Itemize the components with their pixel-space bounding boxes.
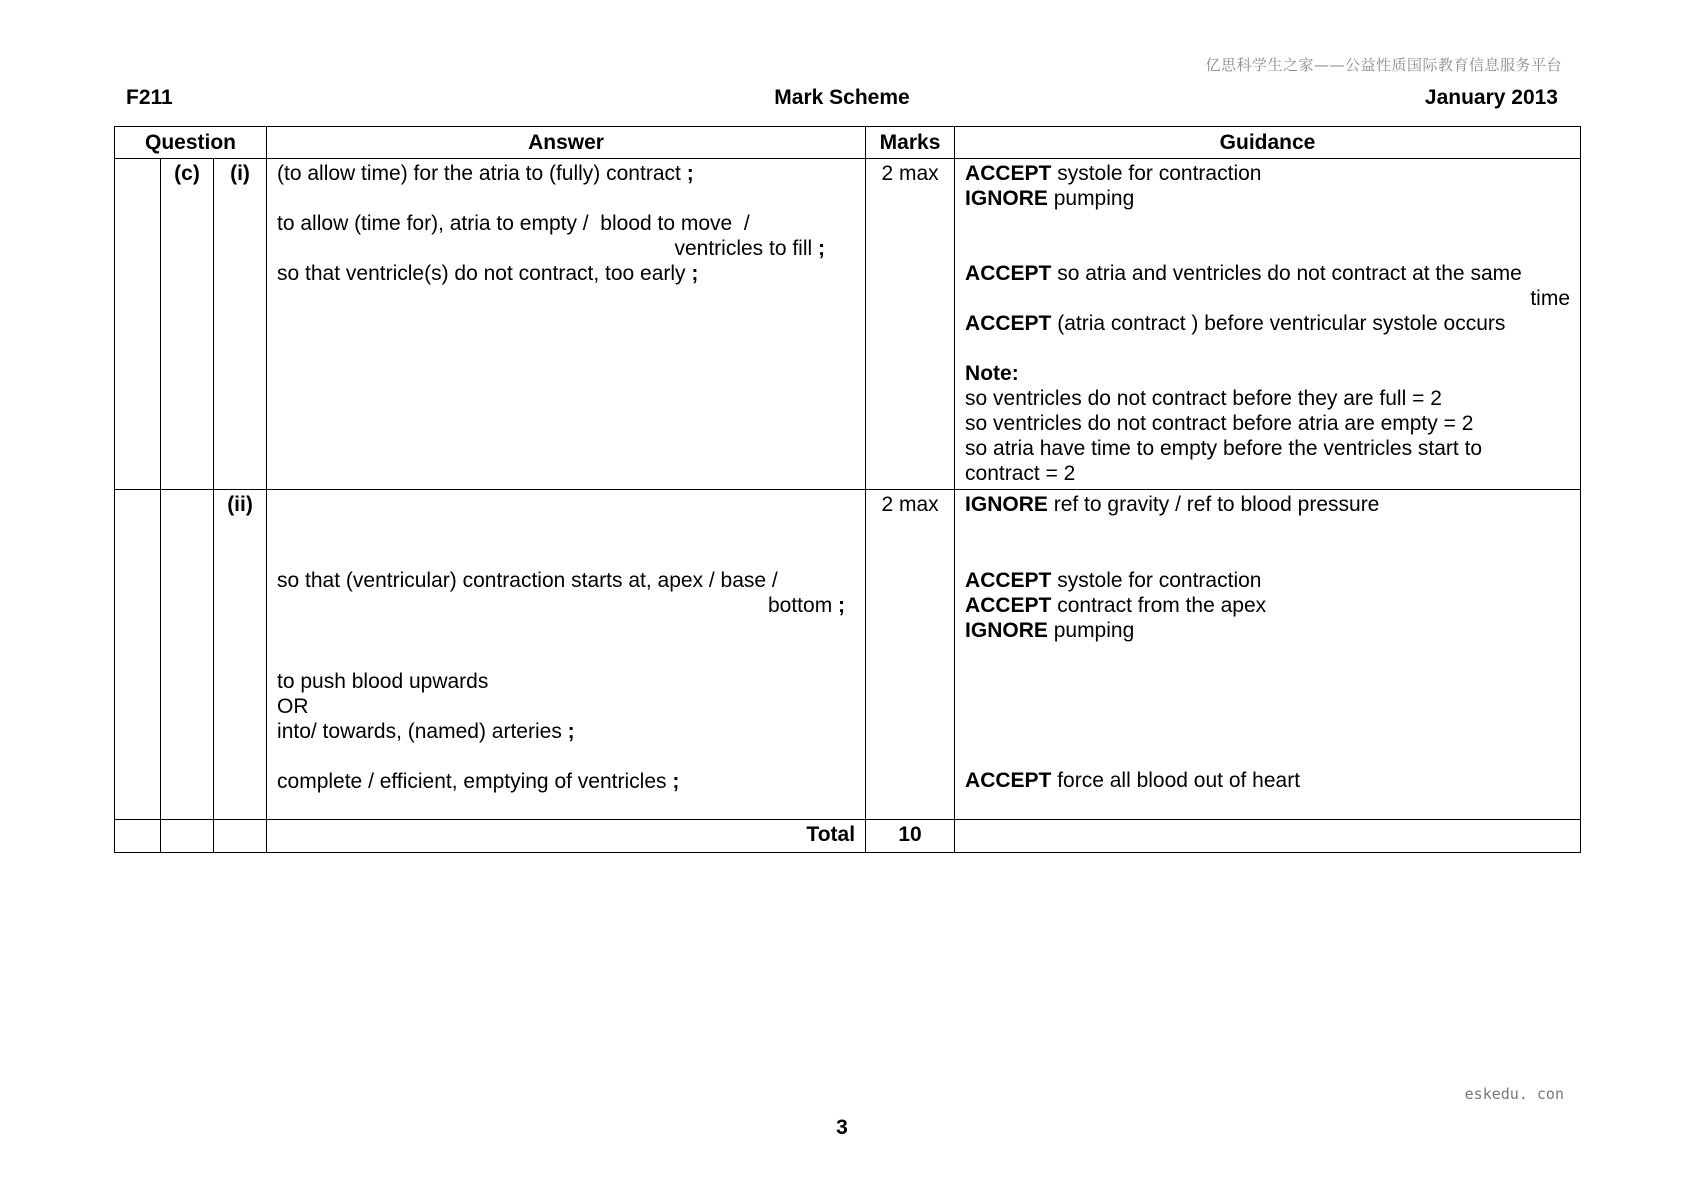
answer-line: bottom ; xyxy=(767,594,846,617)
guidance-line: contract = 2 xyxy=(965,462,1076,485)
empty-cell xyxy=(161,820,214,853)
question-number-cell xyxy=(115,159,161,490)
guidance-line: ACCEPT systole for contraction xyxy=(965,569,1262,592)
total-value: 10 xyxy=(866,820,955,853)
total-label: Total xyxy=(267,820,866,853)
answer-line: to allow (time for), atria to empty / blood to move / xyxy=(277,212,750,235)
answer-line: complete / efficient, emptying of ventricles ; xyxy=(277,770,680,793)
answer-line: to push blood upwards xyxy=(277,670,489,693)
table-row xyxy=(115,159,1581,490)
page-title: Mark Scheme xyxy=(774,86,910,109)
column-header-answer: Answer xyxy=(267,127,866,159)
exam-date: January 2013 xyxy=(1424,86,1558,109)
guidance-line: ACCEPT (atria contract ) before ventricular systole occurs xyxy=(965,312,1506,335)
watermark-text: 亿思科学生之家——公益性质国际教育信息服务平台 xyxy=(1205,56,1562,74)
column-header-marks: Marks xyxy=(866,127,955,159)
paper-code: F211 xyxy=(126,86,173,109)
guidance-cell xyxy=(955,159,1581,490)
question-part: (c) xyxy=(161,159,214,490)
question-subpart: (i) xyxy=(214,159,267,490)
guidance-line: so atria have time to empty before the ventricles start to xyxy=(965,437,1483,460)
footer-site-text: eskedu. con xyxy=(1464,1085,1564,1103)
guidance-line: ACCEPT force all blood out of heart xyxy=(965,769,1301,792)
table-header-row xyxy=(115,127,1581,159)
answer-line: (to allow time) for the atria to (fully) contract ; xyxy=(277,162,694,185)
answer-line: into/ towards, (named) arteries ; xyxy=(277,720,575,743)
guidance-line: IGNORE pumping xyxy=(965,619,1135,642)
guidance-line: IGNORE ref to gravity / ref to blood pressure xyxy=(965,493,1380,516)
column-header-question: Question xyxy=(115,127,267,159)
answer-line: so that (ventricular) contraction starts at, apex / base / xyxy=(277,569,778,592)
marks-cell: 2 max xyxy=(866,490,955,820)
answer-line: OR xyxy=(277,695,309,718)
answer-cell xyxy=(267,159,866,490)
empty-cell xyxy=(115,820,161,853)
empty-cell xyxy=(214,820,267,853)
page-number: 3 xyxy=(836,1116,848,1139)
question-number-cell xyxy=(115,490,161,820)
guidance-line: IGNORE pumping xyxy=(965,187,1135,210)
marks-cell: 2 max xyxy=(866,159,955,490)
answer-cell xyxy=(267,490,866,820)
guidance-line: ACCEPT so atria and ventricles do not contract at the same xyxy=(965,262,1522,285)
guidance-cell xyxy=(955,490,1581,820)
guidance-line: so ventricles do not contract before atria are empty = 2 xyxy=(965,412,1474,435)
guidance-line: ACCEPT contract from the apex xyxy=(965,594,1267,617)
empty-cell xyxy=(955,820,1581,853)
guidance-line: ACCEPT systole for contraction xyxy=(965,162,1262,185)
question-subpart: (ii) xyxy=(214,490,267,820)
answer-line: ventricles to fill ; xyxy=(674,237,826,260)
table-row xyxy=(115,490,1581,820)
answer-line: so that ventricle(s) do not contract, too early ; xyxy=(277,262,699,285)
question-part-cell xyxy=(161,490,214,820)
guidance-note-heading: Note: xyxy=(965,362,1019,385)
column-header-guidance: Guidance xyxy=(955,127,1581,159)
total-row xyxy=(115,820,1581,853)
guidance-line: so ventricles do not contract before they are full = 2 xyxy=(965,387,1442,410)
mark-scheme-table xyxy=(114,126,1581,853)
guidance-line: time xyxy=(1530,287,1571,310)
